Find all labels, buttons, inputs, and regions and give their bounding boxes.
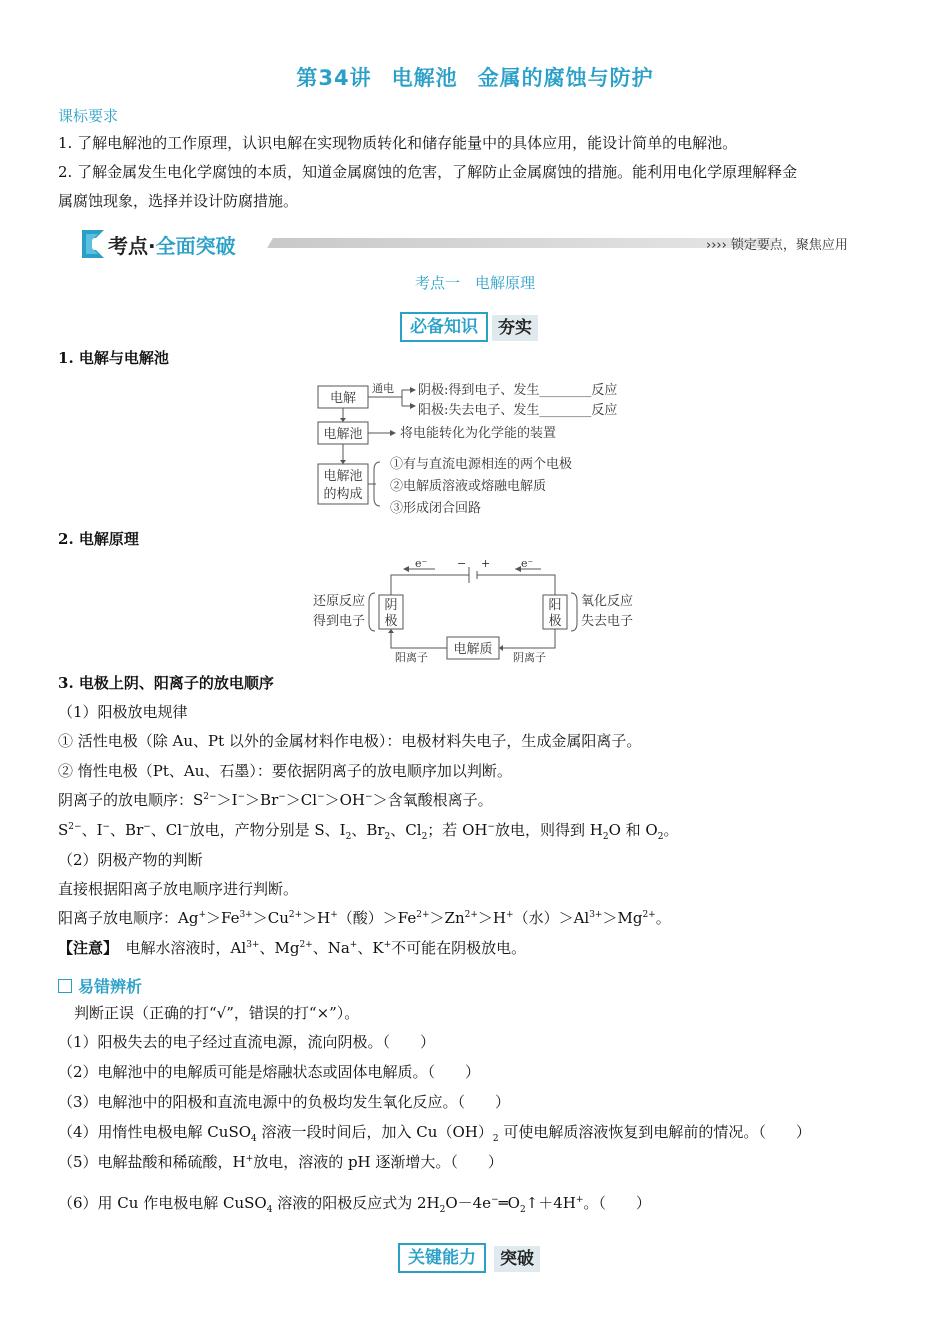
page-title	[0, 62, 950, 92]
yicuo-intro: 判断正误（正确的打“√”，错误的打“×”）。	[74, 1004, 360, 1022]
requirements-heading: 课标要求	[58, 107, 119, 125]
s3-cation-order: 阳离子放电顺序：$Ag^+>Fe^{3+}>Cu^{2+}>H^+$（酸）$>Fe^{2+}>Zn^{2+}>H^+$（水）$>Al^{3+}>Mg^{2+}$。	[58, 909, 671, 927]
title-topic-1: 电解池	[391, 66, 458, 90]
d2-cathode-a: 阴	[384, 598, 398, 613]
d2-electron-left: e⁻	[415, 557, 428, 570]
question-4: （4）用惰性电极电解 CuSO$_4$ 溶液一段时间后，加入 $Cu(OH)_2$ 可使电解质溶液恢复到电解前的情况。（ ）	[58, 1123, 811, 1144]
d1-tongdian: 通电	[372, 382, 394, 395]
d2-lose-electrons: 失去电子	[581, 614, 634, 629]
chip2-grey-label: 突破	[494, 1246, 540, 1272]
electrolysis-concept-diagram	[310, 378, 650, 520]
d1-condition-2: ②电解质溶液或熔融电解质	[390, 479, 547, 494]
section-1-heading: 1. 电解与电解池	[58, 349, 169, 367]
d1-box3a-text: 电解池	[323, 469, 363, 484]
d2-cathode-b: 极	[384, 614, 398, 629]
question-3: （3）电解池中的阳极和直流电源中的负极均发生氧化反应。（ ）	[58, 1093, 511, 1111]
question-2: （2）电解池中的电解质可能是熔融状态或固体电解质。（ ）	[58, 1063, 481, 1081]
chip-guanjian	[398, 1243, 558, 1271]
checkbox-icon	[58, 979, 72, 993]
s3-line-6: （2）阴极产物的判断	[58, 851, 203, 869]
requirement-2a: 2. 了解金属发生电化学腐蚀的本质，知道金属腐蚀的危害，了解防止金属腐蚀的措施。能利用电化学原理解释金	[58, 163, 798, 181]
banner-bar	[267, 238, 778, 248]
electrolysis-circuit-diagram	[305, 555, 645, 667]
chip-grey-label: 夯实	[492, 315, 538, 341]
kaodian-heading: 考点一 电解原理	[414, 274, 535, 292]
d1-box1-text: 电解	[329, 391, 357, 406]
d1-box2-text: 电解池	[323, 427, 363, 442]
requirement-2b: 属腐蚀现象，选择并设计防腐措施。	[58, 192, 299, 210]
d2-anion: 阴离子	[513, 651, 546, 664]
d1-condition-1: ①有与直流电源相连的两个电极	[390, 457, 573, 472]
d2-plus: +	[481, 557, 491, 570]
question-1: （1）阳极失去的电子经过直流电源，流向阴极。（ ）	[58, 1033, 436, 1051]
d1-conversion-line: 将电能转化为化学能的装置	[400, 426, 557, 441]
d2-electron-right: e⁻	[521, 557, 534, 570]
title-topic-2: 金属的腐蚀与防护	[477, 66, 654, 90]
d1-anode-line: 阳极:失去电子、发生________反应	[418, 403, 618, 418]
requirement-1: 1. 了解电解池的工作原理，认识电解在实现物质转化和储存能量中的具体应用，能设计简单的电解池。	[58, 134, 738, 152]
s3-anion-order: 阴离子的放电顺序：$S^{2-}>I^->Br^->Cl^->OH^->$含氧酸根离子。	[58, 791, 493, 809]
question-5: （5）电解盐酸和稀硫酸，H+放电，溶液的 pH 逐渐增大。（ ）	[58, 1153, 503, 1171]
section-3-heading: 3. 电极上阴、阳离子的放电顺序	[58, 674, 274, 692]
chip-bibei	[400, 312, 560, 340]
d2-cation: 阳离子	[395, 651, 428, 664]
s3-line-1: （1）阳极放电规律	[58, 703, 188, 721]
d2-electrolyte: 电解质	[453, 642, 493, 657]
title-lecture: 第34讲	[296, 66, 372, 90]
d2-minus: −	[457, 557, 467, 570]
s3-line-2: ① 活性电极（除 Au、Pt 以外的金属材料作电极）：电极材料失电子，生成金属阳离子。	[58, 732, 642, 750]
question-6: （6）用 Cu 作电极电解 CuSO$_4$ 溶液的阳极反应式为 $2H_2O-4e^-═O_2↑+4H^+$。（ ）	[58, 1194, 651, 1215]
d2-anode-b: 极	[548, 614, 562, 629]
s3-anion-products: $S^{2-}$、I−、Br−、Cl−放电，产物分别是 S、$I_2$、$Br_2$、$Cl_2$；若 OH−放电，则得到 $H_2O$ 和 $O_2$。	[58, 821, 679, 842]
d2-gain-electrons: 得到电子	[313, 614, 366, 629]
s3-line-3: ② 惰性电极（Pt、Au、石墨）：要依据阴离子的放电顺序加以判断。	[58, 762, 512, 780]
banner-title: 考点·全面突破	[108, 234, 236, 258]
d2-oxidation: 氧化反应	[581, 594, 634, 609]
banner-tagline: ›››› 锁定要点，聚焦应用	[706, 238, 848, 253]
d1-box3b-text: 的构成	[323, 487, 363, 502]
d1-condition-3: ③形成闭合回路	[390, 501, 482, 516]
section-banner	[78, 228, 878, 260]
s3-note: 【注意】 电解水溶液时，$Al^{3+}$、$Mg^{2+}$、Na+、K+不可能在阴极放电。	[58, 939, 527, 957]
d1-cathode-line: 阴极:得到电子、发生________反应	[418, 383, 618, 398]
chip2-blue-label: 关键能力	[398, 1243, 486, 1273]
yicuo-heading: 易错辨析	[58, 974, 142, 997]
d2-reduction: 还原反应	[313, 594, 366, 609]
s3-line-7: 直接根据阳离子放电顺序进行判断。	[58, 880, 299, 898]
d2-anode-a: 阳	[548, 598, 562, 613]
section-2-heading: 2. 电解原理	[58, 530, 139, 548]
chip-blue-label: 必备知识	[400, 312, 488, 342]
